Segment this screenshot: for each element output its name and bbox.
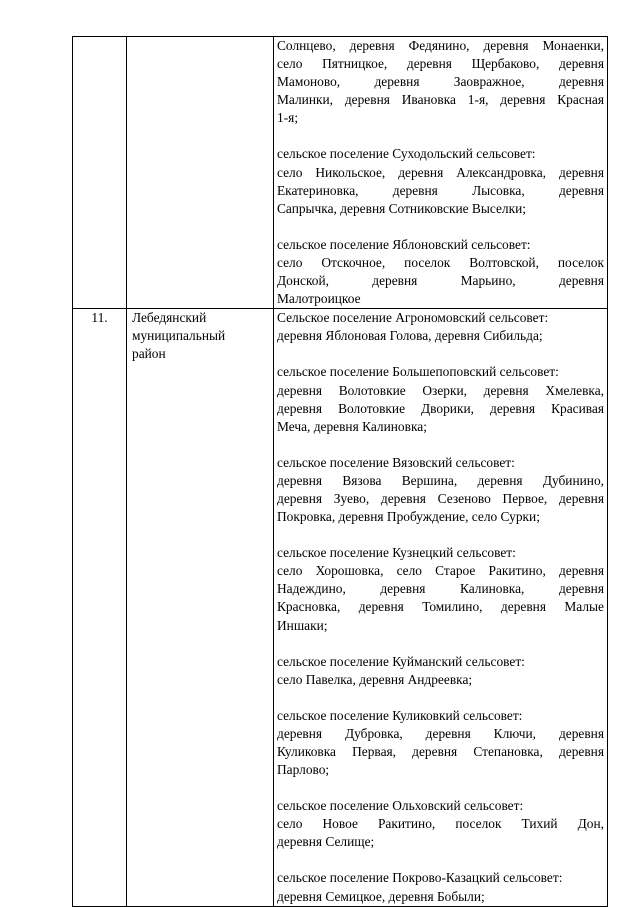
settlement-line: Малинки, деревня Ивановка 1-я, деревня Красная xyxy=(277,92,604,108)
settlement-line: Парлово; xyxy=(277,762,330,778)
district-name-line: Лебедянский xyxy=(132,310,207,326)
settlement-line: деревня Волотовкие Дворики, деревня Красивая xyxy=(277,400,604,416)
settlement-line: деревня Дубровка, деревня Ключи, деревня xyxy=(277,725,604,741)
settlement-line: сельское поселение Суходольский сельсовет: xyxy=(277,146,536,162)
settlement-group xyxy=(277,236,604,308)
settlement-line: деревня Яблоновая Голова, деревня Сибильда; xyxy=(277,328,543,344)
settlements-cell xyxy=(274,37,608,309)
settlement-group xyxy=(277,309,604,345)
settlement-line: сельское поселение Куликовкий сельсовет: xyxy=(277,707,523,723)
settlement-line: сельское поселение Покрово-Казацкий сельсовет: xyxy=(277,870,563,886)
settlement-line: сельское поселение Ольховский сельсовет: xyxy=(277,798,524,814)
settlement-line: деревня Зуево, деревня Сезеново Первое, деревня xyxy=(277,490,604,506)
settlement-line: Донской, деревня Марьино, деревня xyxy=(277,273,604,289)
settlement-group xyxy=(277,797,604,851)
settlement-line: Куликовка Первая, деревня Степановка, деревня xyxy=(277,744,604,759)
row-number-cell: 11. xyxy=(73,309,127,906)
settlement-line: село Отскочное, поселок Волтовской, поселок xyxy=(277,254,604,270)
settlement-line: сельское поселение Большепоповский сельсовет: xyxy=(277,364,559,380)
settlement-line: Покровка, деревня Пробуждение, село Сурки; xyxy=(277,509,540,525)
settlement-line: сельское поселение Кузнецкий сельсовет: xyxy=(277,545,516,561)
settlement-line: Солнцево, деревня Федянино, деревня Монаенки, xyxy=(277,38,604,53)
row-number-cell xyxy=(73,37,127,309)
settlements-cell xyxy=(274,309,608,906)
settlement-group xyxy=(277,653,604,689)
settlement-group xyxy=(277,37,604,127)
settlement-group xyxy=(277,363,604,435)
table-row xyxy=(73,37,608,309)
settlement-line: Екатериновка, деревня Лысовка, деревня xyxy=(277,182,604,198)
settlement-group xyxy=(277,707,604,779)
settlement-line: сельское поселение Куйманский сельсовет: xyxy=(277,653,525,669)
settlement-line: Иншаки; xyxy=(277,617,328,633)
settlement-group xyxy=(277,869,604,905)
settlement-line: село Хорошовка, село Старое Ракитино, деревня xyxy=(277,563,604,579)
settlement-line: сельское поселение Вязовский сельсовет: xyxy=(277,454,515,470)
settlement-line: деревня Вязова Вершина, деревня Дубинино, xyxy=(277,472,604,488)
district-name-line: район xyxy=(132,346,166,362)
settlements-table xyxy=(72,36,608,907)
settlement-line: деревня Семицкое, деревня Бобыли; xyxy=(277,888,485,904)
settlement-line: деревня Селище; xyxy=(277,834,375,850)
settlement-line: Мамоново, деревня Заовражное, деревня xyxy=(277,74,604,90)
settlement-line: 1-я; xyxy=(277,110,299,126)
settlement-group xyxy=(277,145,604,217)
settlement-line: сельское поселение Яблоновский сельсовет: xyxy=(277,236,531,252)
settlement-line: село Павелка, деревня Андреевка; xyxy=(277,671,473,687)
settlement-line: село Новое Ракитино, поселок Тихий Дон, xyxy=(277,816,604,832)
settlement-line: Сапрычка, деревня Сотниковские Выселки; xyxy=(277,200,526,216)
settlement-line: село Никольское, деревня Александровка, деревня xyxy=(277,164,604,180)
settlement-line: Красновка, деревня Томилино, деревня Малые xyxy=(277,599,604,615)
settlement-line: деревня Волотовкие Озерки, деревня Хмелевка, xyxy=(277,382,604,398)
table-row xyxy=(73,309,608,906)
settlement-line: Малотроицкое xyxy=(277,291,361,307)
settlement-line: Сельское поселение Агрономовский сельсовет: xyxy=(277,310,549,326)
settlement-line: Меча, деревня Калиновка; xyxy=(277,418,427,434)
district-cell xyxy=(127,309,274,906)
settlement-group xyxy=(277,544,604,634)
district-name-line: муниципальный xyxy=(132,328,226,344)
district-cell xyxy=(127,37,274,309)
settlement-line: село Пятницкое, деревня Щербаково, деревня xyxy=(277,56,604,72)
settlement-group xyxy=(277,454,604,526)
settlement-line: Надеждино, деревня Калиновка, деревня xyxy=(277,581,604,597)
